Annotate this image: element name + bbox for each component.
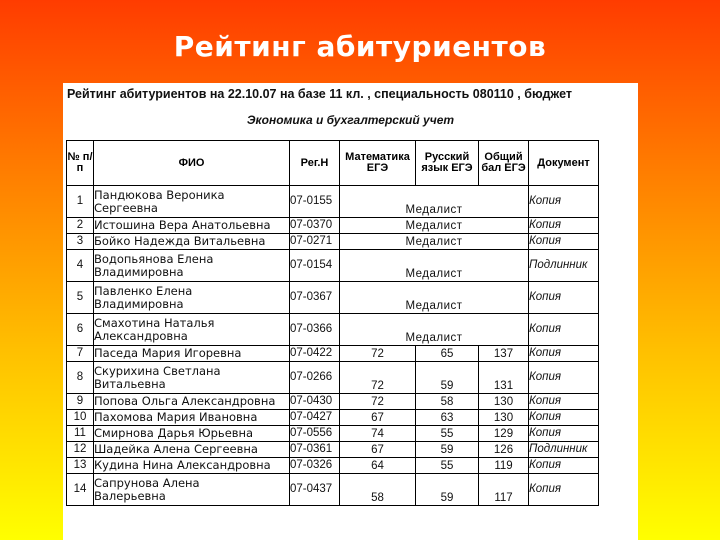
math-score: 72 bbox=[340, 346, 416, 362]
applicant-name bbox=[94, 250, 290, 282]
row-number: 7 bbox=[67, 346, 94, 362]
registration-number: 07-0266 bbox=[290, 362, 340, 394]
document-type: Копия bbox=[529, 426, 599, 442]
registration-number: 07-0366 bbox=[290, 314, 340, 346]
math-score: 72 bbox=[340, 394, 416, 410]
table-header-row bbox=[67, 141, 599, 186]
document-type: Подлинник bbox=[529, 250, 599, 282]
russian-score: 58 bbox=[416, 394, 479, 410]
math-score: 72 bbox=[340, 362, 416, 394]
applicant-name-line1: Истошина Вера Анатольевна bbox=[94, 218, 271, 232]
row-number: 5 bbox=[67, 282, 94, 314]
col-header-math: Математика ЕГЭ bbox=[340, 141, 416, 186]
table-row bbox=[67, 282, 599, 314]
table-row bbox=[67, 362, 599, 394]
row-number: 14 bbox=[67, 474, 94, 506]
russian-score: 63 bbox=[416, 410, 479, 426]
table-row bbox=[67, 394, 599, 410]
row-number: 4 bbox=[67, 250, 94, 282]
applicant-name-line2: Владимировна bbox=[94, 296, 184, 311]
spreadsheet-image bbox=[63, 83, 638, 540]
applicant-name-line1: Смирнова Дарья Юрьевна bbox=[94, 426, 254, 440]
math-score: 58 bbox=[340, 474, 416, 506]
applicant-name bbox=[94, 474, 290, 506]
document-type: Копия bbox=[529, 218, 599, 234]
document-type: Копия bbox=[529, 394, 599, 410]
applicant-name-line1: Паседа Мария Игоревна bbox=[94, 346, 242, 360]
applicant-name bbox=[94, 362, 290, 394]
applicant-name-line2: Владимировна bbox=[94, 264, 184, 279]
applicant-name-line1: Водопьянова Елена bbox=[94, 251, 214, 266]
russian-score: 59 bbox=[416, 474, 479, 506]
applicant-name bbox=[94, 394, 290, 410]
applicant-name-line1: Бойко Надежда Витальевна bbox=[94, 234, 266, 248]
russian-score: 55 bbox=[416, 426, 479, 442]
row-number: 2 bbox=[67, 218, 94, 234]
table-row bbox=[67, 250, 599, 282]
document-type: Копия bbox=[529, 314, 599, 346]
row-number: 10 bbox=[67, 410, 94, 426]
medalist-mark: Медалист bbox=[340, 250, 529, 282]
applicant-name-line1: Кудина Нина Александровна bbox=[94, 458, 271, 472]
document-type: Копия bbox=[529, 458, 599, 474]
registration-number: 07-0326 bbox=[290, 458, 340, 474]
registration-number: 07-0155 bbox=[290, 186, 340, 218]
row-number: 11 bbox=[67, 426, 94, 442]
col-header-doc: Документ bbox=[529, 141, 599, 186]
applicant-name-line2: Витальевна bbox=[94, 376, 166, 391]
sheet-subheading: Экономика и бухгалтерский учет bbox=[246, 113, 455, 127]
table-row bbox=[67, 458, 599, 474]
math-score: 67 bbox=[340, 442, 416, 458]
registration-number: 07-0154 bbox=[290, 250, 340, 282]
applicant-name bbox=[94, 218, 290, 234]
applicant-name bbox=[94, 186, 290, 218]
applicant-name-line1: Сапрунова Алена bbox=[94, 475, 200, 490]
table-body bbox=[67, 186, 599, 506]
document-type: Копия bbox=[529, 186, 599, 218]
applicant-name bbox=[94, 410, 290, 426]
table-row bbox=[67, 442, 599, 458]
row-number: 12 bbox=[67, 442, 94, 458]
total-score: 129 bbox=[479, 426, 529, 442]
medalist-mark: Медалист bbox=[340, 218, 529, 234]
slide-title: Рейтинг абитуриентов bbox=[173, 30, 547, 63]
document-type: Подлинник bbox=[529, 442, 599, 458]
applicant-name-line1: Пандюкова Вероника bbox=[94, 187, 225, 202]
applicant-name-line2: Александровна bbox=[94, 328, 188, 343]
applicant-name bbox=[94, 458, 290, 474]
total-score: 119 bbox=[479, 458, 529, 474]
table-row bbox=[67, 186, 599, 218]
row-number: 1 bbox=[67, 186, 94, 218]
applicant-name bbox=[94, 234, 290, 250]
col-header-num: № п/п bbox=[67, 141, 94, 186]
applicant-name-line1: Шадейка Алена Сергеевна bbox=[94, 442, 258, 456]
registration-number: 07-0361 bbox=[290, 442, 340, 458]
russian-score: 59 bbox=[416, 442, 479, 458]
total-score: 117 bbox=[479, 474, 529, 506]
registration-number: 07-0271 bbox=[290, 234, 340, 250]
row-number: 3 bbox=[67, 234, 94, 250]
sheet-heading: Рейтинг абитуриентов на 22.10.07 на базе 11 кл. , специальность 080110 , бюджет bbox=[67, 87, 573, 101]
applicant-name bbox=[94, 442, 290, 458]
total-score: 130 bbox=[479, 394, 529, 410]
registration-number: 07-0422 bbox=[290, 346, 340, 362]
registration-number: 07-0370 bbox=[290, 218, 340, 234]
total-score: 137 bbox=[479, 346, 529, 362]
applicant-name-line1: Пахомова Мария Ивановна bbox=[94, 410, 258, 424]
applicant-name-line2: Валерьевна bbox=[94, 488, 166, 503]
table-row bbox=[67, 234, 599, 250]
table-row bbox=[67, 474, 599, 506]
document-type: Копия bbox=[529, 346, 599, 362]
medalist-mark: Медалист bbox=[340, 186, 529, 218]
applicant-name-line2: Сергеевна bbox=[94, 200, 158, 215]
russian-score: 55 bbox=[416, 458, 479, 474]
row-number: 8 bbox=[67, 362, 94, 394]
math-score: 74 bbox=[340, 426, 416, 442]
math-score: 67 bbox=[340, 410, 416, 426]
col-header-reg: Рег.Н bbox=[290, 141, 340, 186]
registration-number: 07-0367 bbox=[290, 282, 340, 314]
document-type: Копия bbox=[529, 234, 599, 250]
rating-table bbox=[66, 140, 599, 506]
row-number: 9 bbox=[67, 394, 94, 410]
col-header-total: Общий бал ЕГЭ bbox=[479, 141, 529, 186]
applicant-name bbox=[94, 282, 290, 314]
total-score: 131 bbox=[479, 362, 529, 394]
applicant-name-line1: Павленко Елена bbox=[94, 283, 193, 298]
table-row bbox=[67, 346, 599, 362]
document-type: Копия bbox=[529, 282, 599, 314]
russian-score: 59 bbox=[416, 362, 479, 394]
applicant-name bbox=[94, 314, 290, 346]
table-row bbox=[67, 314, 599, 346]
total-score: 130 bbox=[479, 410, 529, 426]
row-number: 6 bbox=[67, 314, 94, 346]
applicant-name-line1: Попова Ольга Александровна bbox=[94, 394, 276, 408]
row-number: 13 bbox=[67, 458, 94, 474]
medalist-mark: Медалист bbox=[340, 314, 529, 346]
applicant-name-line1: Смахотина Наталья bbox=[94, 315, 215, 330]
applicant-name-line1: Скурихина Светлана bbox=[94, 363, 221, 378]
col-header-fio: ФИО bbox=[94, 141, 290, 186]
medalist-mark: Медалист bbox=[340, 282, 529, 314]
table-row bbox=[67, 426, 599, 442]
applicant-name bbox=[94, 346, 290, 362]
registration-number: 07-0427 bbox=[290, 410, 340, 426]
registration-number: 07-0556 bbox=[290, 426, 340, 442]
table-row bbox=[67, 218, 599, 234]
registration-number: 07-0430 bbox=[290, 394, 340, 410]
table-row bbox=[67, 410, 599, 426]
col-header-russian: Русский язык ЕГЭ bbox=[416, 141, 479, 186]
russian-score: 65 bbox=[416, 346, 479, 362]
registration-number: 07-0437 bbox=[290, 474, 340, 506]
document-type: Копия bbox=[529, 410, 599, 426]
document-type: Копия bbox=[529, 474, 599, 506]
math-score: 64 bbox=[340, 458, 416, 474]
applicant-name bbox=[94, 426, 290, 442]
document-type: Копия bbox=[529, 362, 599, 394]
medalist-mark: Медалист bbox=[340, 234, 529, 250]
total-score: 126 bbox=[479, 442, 529, 458]
